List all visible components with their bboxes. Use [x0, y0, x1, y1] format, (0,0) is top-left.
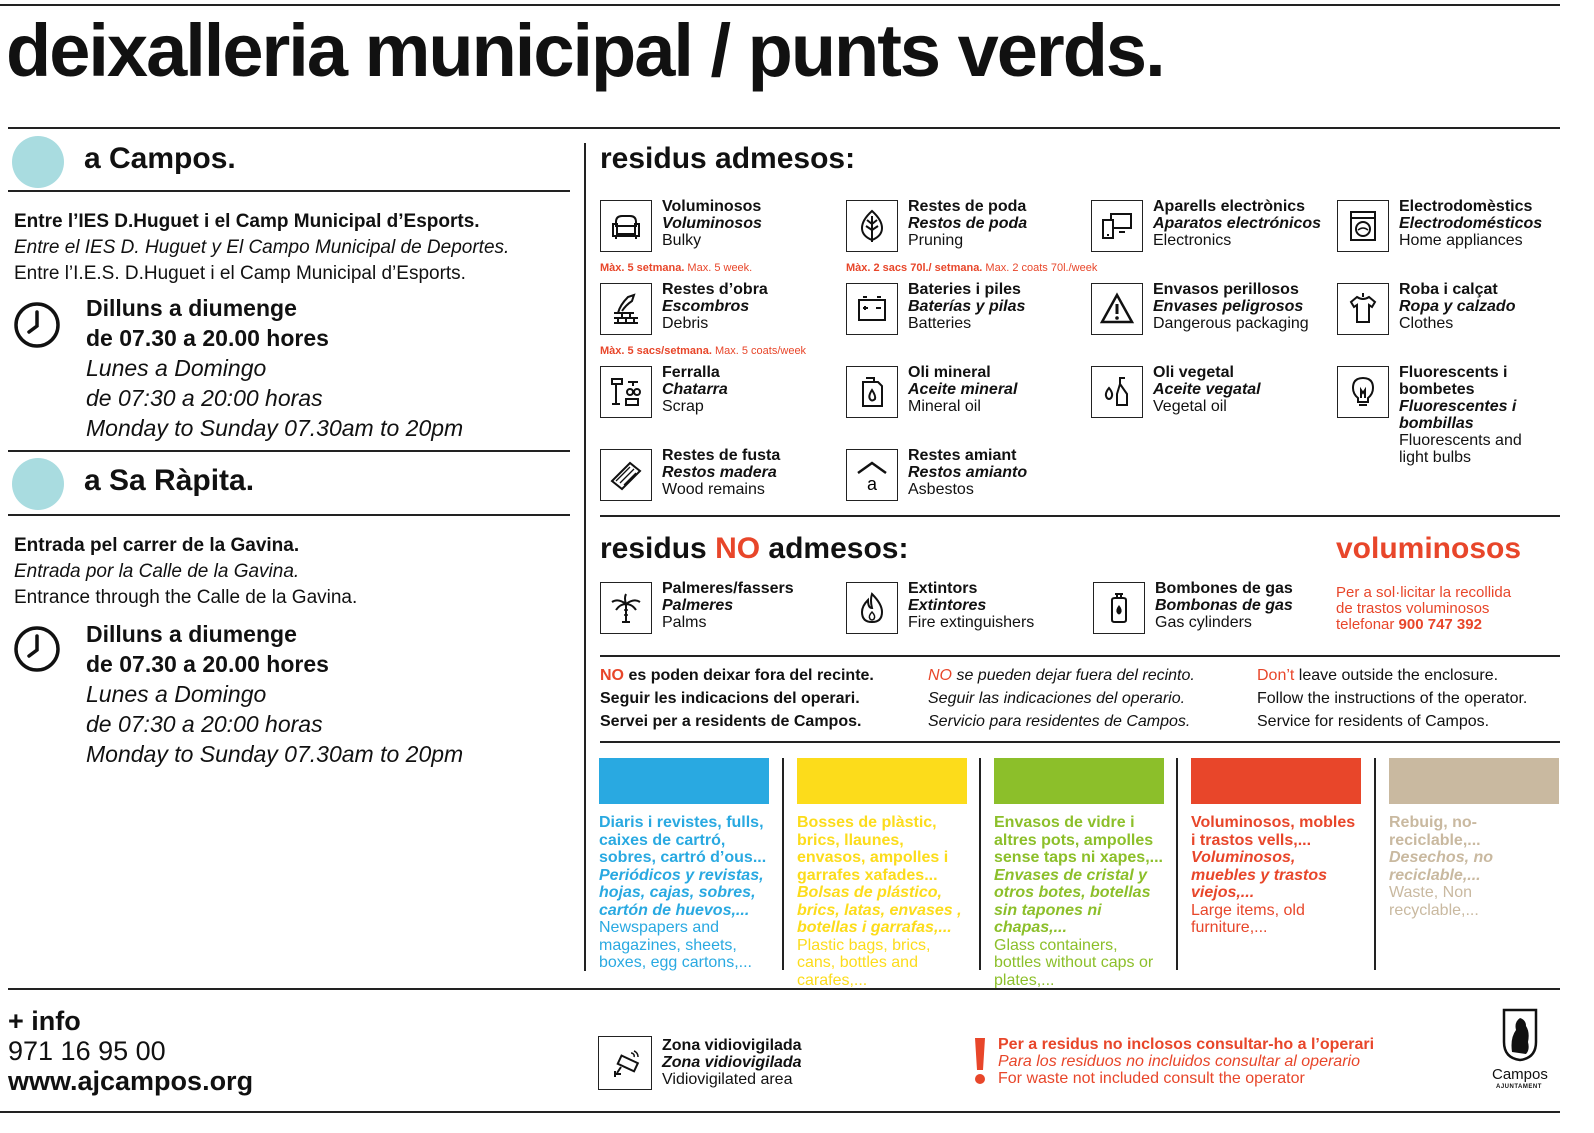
waste-item-text: [1153, 198, 1321, 249]
waste-item-ca: Restes amiant: [908, 447, 1017, 464]
bin-description: [1389, 814, 1561, 919]
clock-icon: [12, 624, 62, 674]
bin-en: Waste, Non recyclable,...: [1389, 884, 1479, 919]
bin-es: Periódicos y revistas, hojas, cajas, sobres, cartón de huevos,...: [599, 866, 764, 919]
rapita-top-rule: [8, 450, 570, 452]
rules-en: Don’t leave outside the enclosure. Follow the instructions of the operator. Service for residents of Campos.: [1257, 667, 1528, 730]
bin-en: Large items, old furniture,...: [1191, 901, 1305, 936]
campos-address: [14, 209, 509, 287]
bin-ca: Rebuig, no-reciclable,...: [1389, 814, 1481, 849]
waste-item-text: [1399, 364, 1529, 466]
rapita-hours-en: Monday to Sunday 07.30am to 20pm: [86, 741, 464, 767]
campos-addr-en: Entre l’I.E.S. D.Huguet i el Camp Municipal d’Esports.: [14, 263, 466, 284]
rapita-address: [14, 533, 357, 611]
waste-item-es: Voluminosos: [662, 215, 762, 232]
info-label: + info: [8, 1006, 81, 1036]
bin-color-bar: [1191, 758, 1361, 804]
warning-icon: [1091, 283, 1143, 335]
bin-es: Envases de cristal y otros botes, botellas sin tapones ni chapas,...: [994, 866, 1151, 936]
rapita-days-es: Lunes a Domingo: [86, 681, 267, 707]
waste-item-ca: Electrodomèstics: [1399, 198, 1533, 215]
waste-item-en: Wood remains: [662, 481, 765, 498]
bottom-rule: [0, 1111, 1560, 1113]
rapita-addr-en: Entrance through the Calle de la Gavina.: [14, 587, 358, 608]
waste-item-text: [1153, 364, 1261, 415]
waste-item-ca: Fluorescents i bombetes: [1399, 364, 1508, 398]
campos-days-ca: Dilluns a diumenge: [86, 295, 297, 321]
bin-description: [1191, 814, 1363, 937]
bulky-phone[interactable]: 900 747 392: [1398, 616, 1482, 633]
waste-item-en: Bulky: [662, 232, 702, 249]
bin-ca: Diaris i revistes, fulls, caixes de cartró, sobres, cartró d’ous...: [599, 814, 767, 866]
bin-es: Voluminosos, muebles y trastos viejos,...: [1191, 849, 1328, 901]
waste-item-text: [908, 580, 1034, 631]
campos-hours-ca: de 07.30 a 20.00 hores: [86, 325, 329, 351]
waste-item-es: Restos de poda: [908, 215, 1028, 232]
rules-es: NO se pueden dejar fuera del recinto. Seguir las indicaciones del operario. Servicio para residentes de Campos.: [928, 667, 1195, 730]
bin-divider: [979, 758, 981, 970]
waste-item-text: [1153, 281, 1309, 332]
bin-description: [994, 814, 1166, 989]
campos-heading: a Campos.: [84, 142, 236, 175]
oil-can-icon: [846, 366, 898, 418]
rapita-days-ca: Dilluns a diumenge: [86, 621, 297, 647]
not-admitted-heading: residus NO admesos:: [600, 532, 909, 565]
waste-item-ca: Aparells electrònics: [1153, 198, 1306, 215]
waste-item-en: Home appliances: [1399, 232, 1523, 249]
bin-ca: Bosses de plàstic, brics, llaunes, envasos, ampolles i garrafes xafades...: [797, 814, 949, 884]
armchair-icon: [600, 200, 652, 252]
rapita-dot: [12, 458, 64, 510]
info-phone[interactable]: 971 16 95 00: [8, 1036, 166, 1066]
waste-item-es: Aparatos electrónicos: [1153, 215, 1322, 232]
waste-item-en: Pruning: [908, 232, 964, 249]
svg-text:a: a: [866, 474, 878, 493]
bin-color-bar: [994, 758, 1164, 804]
note-debris: Màx. 5 sacs/setmana. Max. 5 coats/week: [600, 345, 807, 357]
campos-hours-es: de 07:30 a 20:00 horas: [86, 385, 323, 411]
waste-item-en: Debris: [662, 315, 709, 332]
bin-es: Bolsas de plástico, brics, latas, envases , botellas i garrafas,...: [797, 884, 962, 936]
fire-icon: [846, 582, 898, 634]
rules-ca: NO es poden deixar fora del recinte. Seguir les indicacions del operari. Servei per a residents de Campos.: [600, 667, 874, 730]
waste-item-text: [908, 281, 1025, 332]
waste-item-ca: Restes d’obra: [662, 281, 768, 298]
note-bulky: Màx. 5 setmana. Max. 5 week.: [600, 262, 753, 274]
waste-item-ca: Bateries i piles: [908, 281, 1021, 298]
rapita-hours: [86, 619, 463, 769]
devices-icon: [1091, 200, 1143, 252]
top-rule: [0, 4, 1560, 6]
waste-item-text: [1155, 580, 1293, 631]
wood-icon: [600, 449, 652, 501]
waste-item-en: Clothes: [1399, 315, 1454, 332]
waste-item-es: Aceite vegatal: [1153, 381, 1261, 398]
waste-item-text: [662, 447, 780, 498]
bin-color-bar: [797, 758, 967, 804]
waste-item-es: Chatarra: [662, 381, 728, 398]
waste-item-es: Fluorescentes i bombillas: [1399, 398, 1517, 432]
washing-machine-icon: [1337, 200, 1389, 252]
logo-name: Campos: [1492, 1066, 1548, 1083]
waste-item-ca: Extintors: [908, 580, 978, 597]
waste-item-text: [908, 198, 1027, 249]
gas-cylinder-icon: [1093, 582, 1145, 634]
waste-item-en: Electronics: [1153, 232, 1232, 249]
oil-bottle-icon: [1091, 366, 1143, 418]
exclamation-icon: [970, 1036, 990, 1086]
contact-info: [8, 1006, 253, 1096]
leaf-icon: [846, 200, 898, 252]
lightbulb-icon: [1337, 366, 1389, 418]
campos-dot: [12, 136, 64, 188]
palm-icon: [600, 582, 652, 634]
cctv-text: Zona vidiovigilada Zona vidiovigilada Vidiovigilated area: [662, 1037, 802, 1088]
info-website[interactable]: www.ajcampos.org: [8, 1066, 254, 1096]
bin-divider: [1374, 758, 1376, 970]
rapita-heading: a Sa Ràpita.: [84, 464, 255, 497]
campos-hours-en: Monday to Sunday 07.30am to 20pm: [86, 415, 464, 441]
waste-item-ca: Voluminosos: [662, 198, 762, 215]
footer-rule: [8, 988, 1560, 990]
waste-item-ca: Roba i calçat: [1399, 281, 1498, 298]
bin-divider: [782, 758, 784, 970]
waste-item-text: [1399, 198, 1542, 249]
logo-subtitle: AJUNTAMENT: [1496, 1084, 1542, 1090]
note-pruning: Màx. 2 sacs 70l./ setmana. Max. 2 coats 70l./week: [846, 262, 1098, 274]
rapita-rule: [8, 514, 570, 516]
bin-divider: [1176, 758, 1178, 970]
rules-top-rule: [600, 655, 1560, 657]
waste-item-text: [662, 364, 728, 415]
bin-en: Plastic bags, brics, cans, bottles and carafes,...: [797, 936, 931, 989]
admitted-rule: [600, 515, 1560, 517]
campos-addr-es: Entre el IES D. Huguet y El Campo Municipal de Deportes.: [14, 237, 510, 258]
waste-item-es: Escombros: [662, 298, 750, 315]
cctv-icon: [598, 1036, 652, 1090]
rapita-hours-es: de 07:30 a 20:00 horas: [86, 711, 323, 737]
rapita-hours-ca: de 07.30 a 20.00 hores: [86, 651, 329, 677]
campos-coat-of-arms-logo: [1500, 1008, 1540, 1062]
bin-ca: Envasos de vidre i altres pots, ampolles sense taps ni xapes,...: [994, 814, 1163, 866]
scrap-icon: [600, 366, 652, 418]
waste-item-en: Mineral oil: [908, 398, 981, 415]
bulky-pickup-heading: voluminosos: [1336, 532, 1522, 565]
waste-item-es: Electrodomésticos: [1399, 215, 1543, 232]
bin-description: [797, 814, 969, 989]
campos-days-es: Lunes a Domingo: [86, 355, 267, 381]
clock-icon: [12, 300, 62, 350]
waste-item-text: [908, 447, 1027, 498]
waste-item-en: Dangerous packaging: [1153, 315, 1309, 332]
column-divider: [584, 143, 586, 971]
waste-item-ca: Restes de fusta: [662, 447, 781, 464]
rapita-addr-es: Entrada por la Calle de la Gavina.: [14, 561, 300, 582]
waste-item-ca: Restes de poda: [908, 198, 1027, 215]
waste-item-text: [662, 198, 762, 249]
waste-item-ca: Ferralla: [662, 364, 720, 381]
waste-item-es: Baterías y pilas: [908, 298, 1026, 315]
bricks-icon: [600, 283, 652, 335]
waste-item-en: Scrap: [662, 398, 704, 415]
waste-item-es: Palmeres: [662, 597, 734, 614]
bin-ca: Voluminosos, mobles i trastos vells,...: [1191, 814, 1356, 849]
waste-item-es: Restos amianto: [908, 464, 1028, 481]
bin-en: Glass containers, bottles without caps or plates,...: [994, 936, 1154, 989]
waste-item-es: Bombonas de gas: [1155, 597, 1293, 614]
asbestos-icon: [846, 449, 898, 501]
warning-text: Per a residus no inclosos consultar-ho a l’operari Para los residuos no incluidos consultar al operario For waste not included consult the operator: [998, 1036, 1375, 1087]
waste-item-en: Fluorescents and light bulbs: [1399, 432, 1522, 466]
waste-item-ca: Bombones de gas: [1155, 580, 1293, 597]
waste-item-es: Envases peligrosos: [1153, 298, 1304, 315]
shirt-icon: [1337, 283, 1389, 335]
waste-item-es: Ropa y calzado: [1399, 298, 1516, 315]
waste-item-en: Asbestos: [908, 481, 974, 498]
bin-color-bar: [599, 758, 769, 804]
waste-item-en: Palms: [662, 614, 707, 631]
battery-icon: [846, 283, 898, 335]
campos-rule: [8, 190, 570, 192]
bin-en: Newspapers and magazines, sheets, boxes, egg cartons,...: [599, 919, 752, 971]
waste-item-text: [662, 281, 768, 332]
campos-hours: [86, 293, 463, 443]
waste-item-text: [908, 364, 1017, 415]
waste-item-text: [662, 580, 794, 631]
waste-item-ca: Envasos perillosos: [1153, 281, 1299, 298]
waste-item-ca: Palmeres/fassers: [662, 580, 794, 597]
waste-item-es: Restos madera: [662, 464, 777, 481]
page-title: deixalleria municipal / punts verds.: [6, 9, 1164, 92]
bin-description: [599, 814, 771, 972]
waste-item-text: [1399, 281, 1515, 332]
rapita-addr-ca: Entrada pel carrer de la Gavina.: [14, 535, 300, 556]
rules-bottom-rule: [600, 741, 1560, 743]
waste-item-en: Vegetal oil: [1153, 398, 1227, 415]
waste-item-es: Aceite mineral: [908, 381, 1018, 398]
bin-color-bar: [1389, 758, 1559, 804]
bulky-pickup-text: Per a sol·licitar la recollida de trastos voluminosos telefonar 900 747 392: [1336, 584, 1512, 633]
waste-item-ca: Oli mineral: [908, 364, 991, 381]
admitted-heading: residus admesos:: [600, 142, 856, 175]
waste-item-es: Extintores: [908, 597, 987, 614]
waste-item-ca: Oli vegetal: [1153, 364, 1234, 381]
waste-item-en: Batteries: [908, 315, 972, 332]
campos-addr-ca: Entre l’IES D.Huguet i el Camp Municipal d’Esports.: [14, 211, 480, 232]
waste-item-en: Fire extinguishers: [908, 614, 1035, 631]
waste-item-en: Gas cylinders: [1155, 614, 1252, 631]
bin-es: Desechos, no reciclable,...: [1389, 849, 1494, 884]
title-rule: [8, 127, 1560, 129]
